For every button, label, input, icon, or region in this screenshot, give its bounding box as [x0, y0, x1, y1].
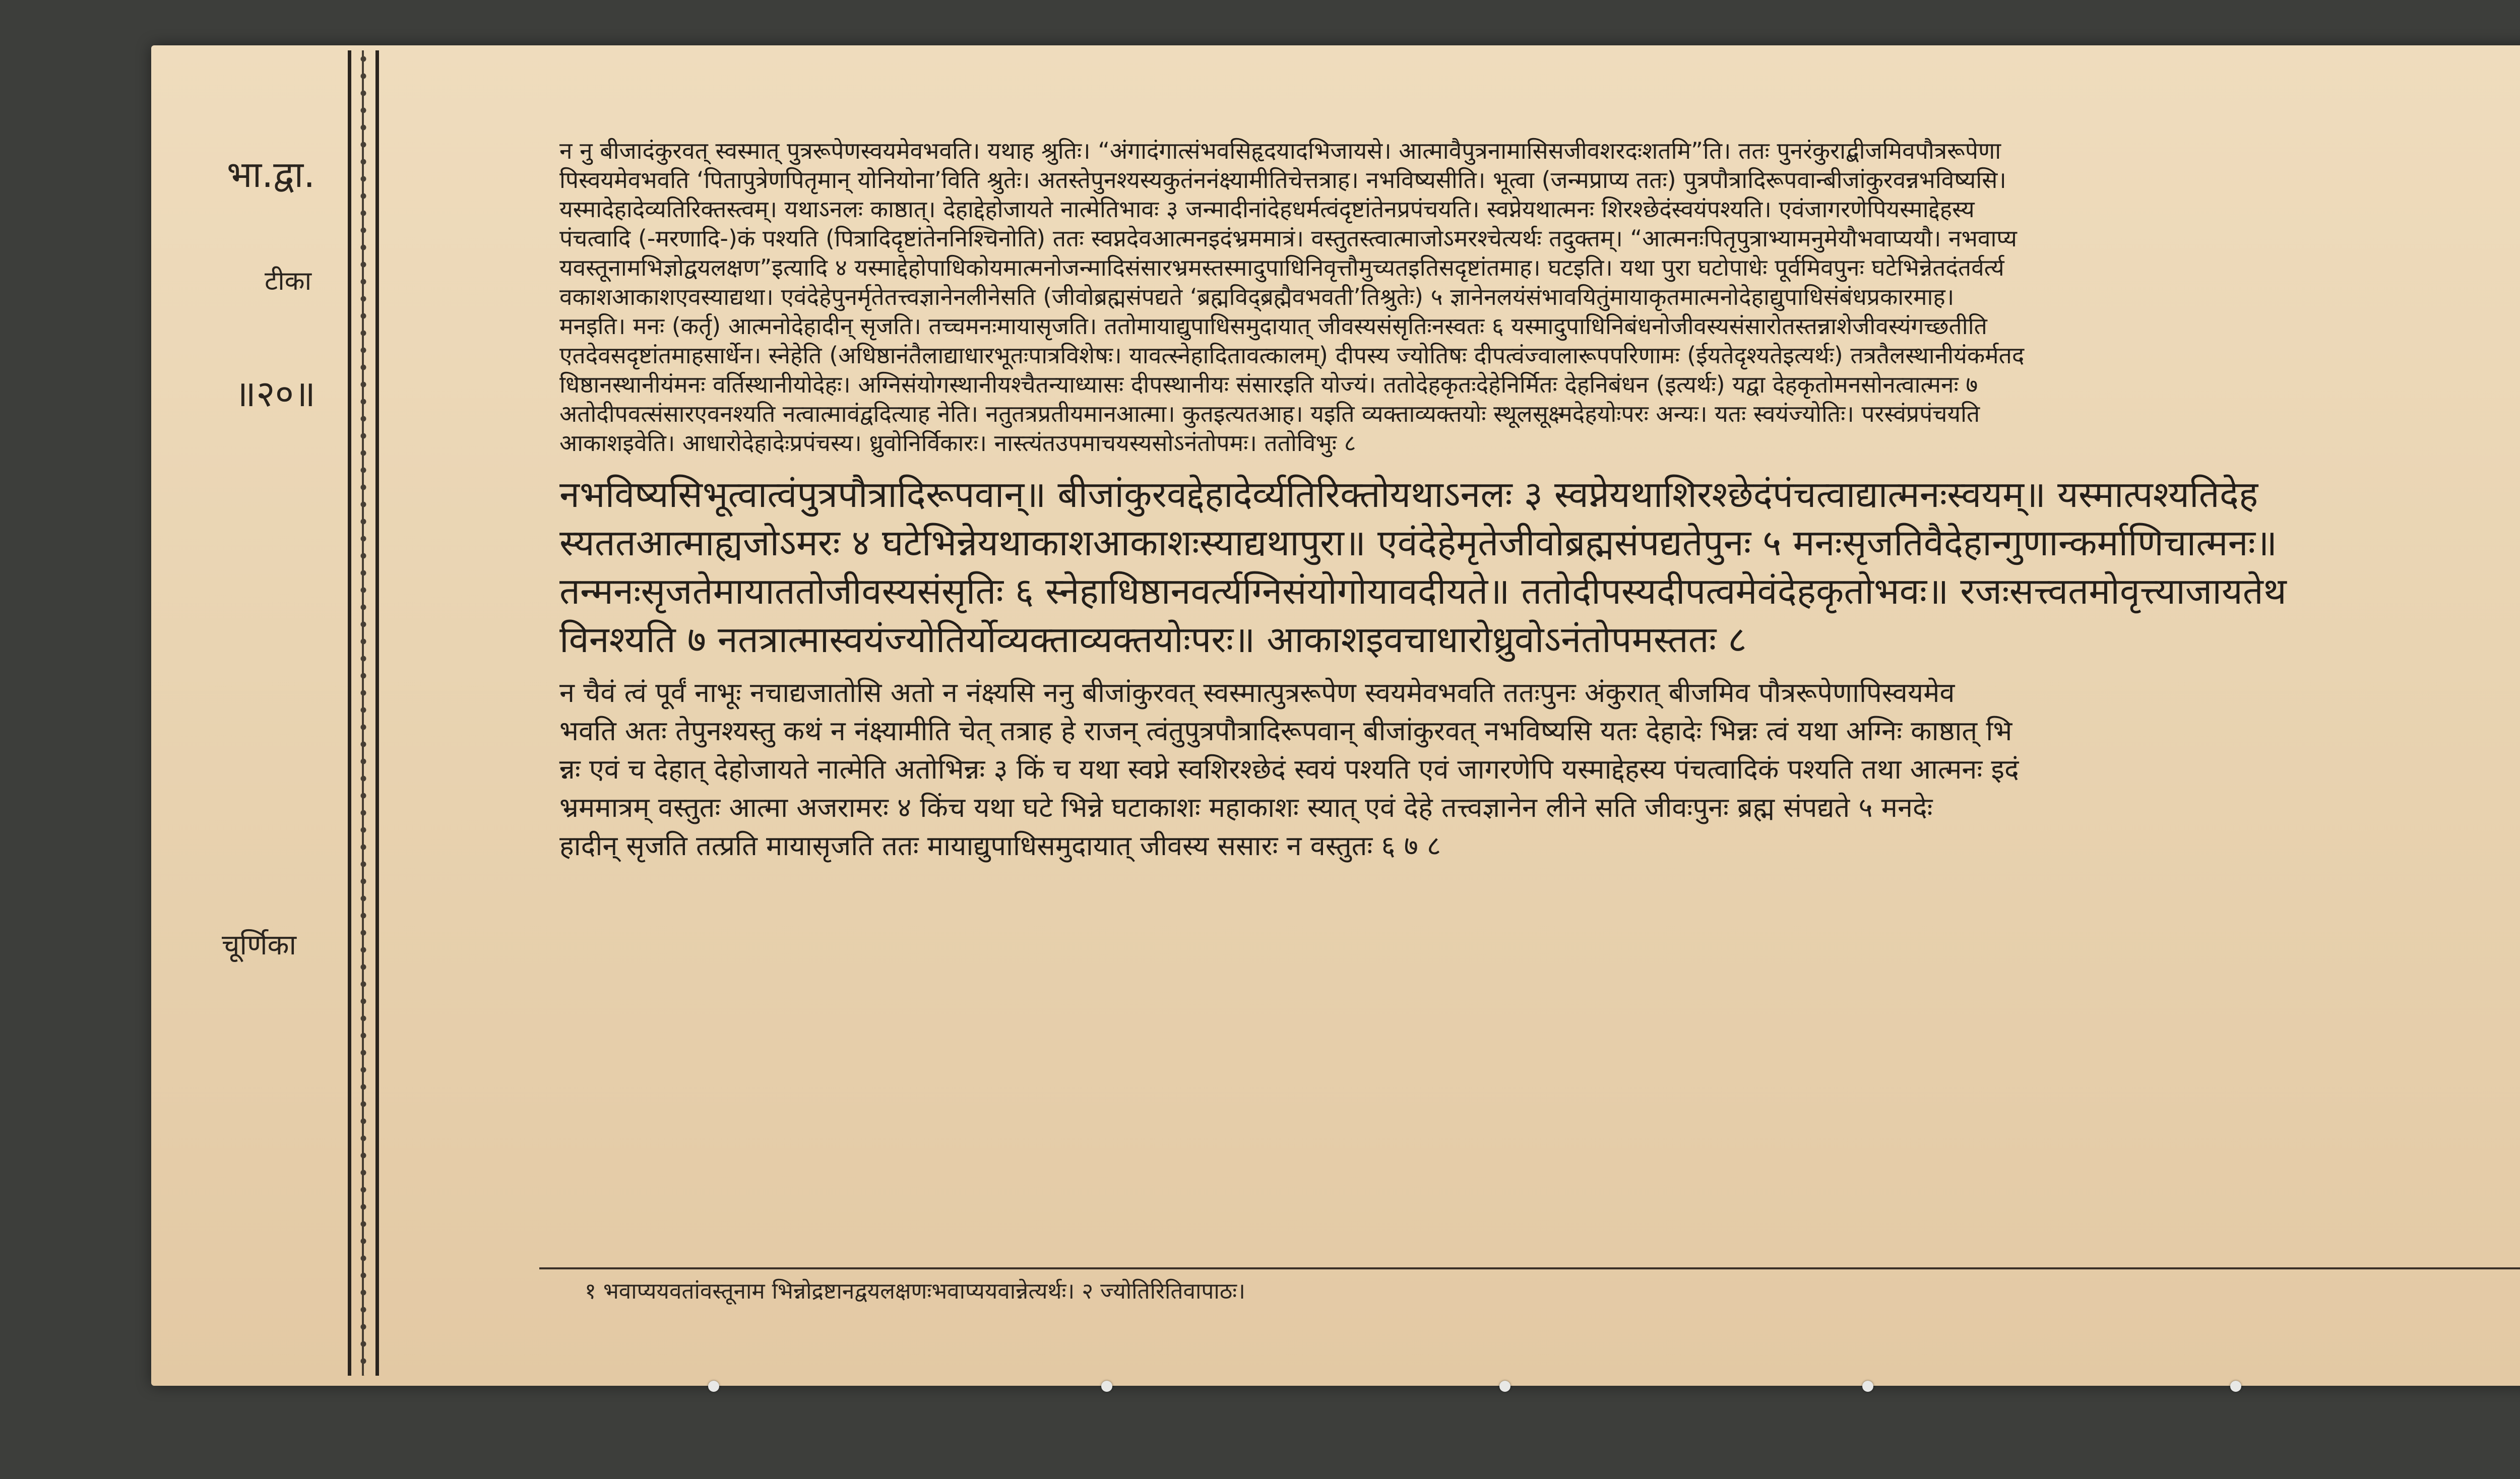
left-margin-churnika: चूर्णिका [222, 929, 297, 961]
verse-line: तन्मनःसृजतेमायाततोजीवस्यसंसृतिः ६ स्नेहाधिष्ठानवर्त्यग्निसंयोगोयावदीयते॥ ततोदीपस्यदीपत्वमेवंदेहकृतोभवः॥ रजःसत्त्वतमोवृत्त्याजायतेथ [559, 570, 2287, 612]
commentary-block [559, 136, 2520, 458]
left-margin-abbr: भा.द्वा. [227, 153, 316, 196]
churnika-line: न चैवं त्वं पूर्वं नाभूः नचाद्यजातोसि अतो न नंक्ष्यसि ननु बीजांकुरवत् स्वस्मात्पुत्ररूपेण स्वयमेवभवति ततःपुनः अंकुरात् बीजमिव पौत्ररूपेणापिस्वयमेव [559, 677, 1955, 709]
churnika-line: भवति अतः तेपुनश्यस्तु कथं न नंक्ष्यामीति चेत् तत्राह हे राजन् त्वंतुपुत्रपौत्रादिरूपवान् बीजांकुरवत् नभविष्यसि यतः देहादेः भिन्नः त्वं यथा अग्निः काष्ठात् भि [559, 715, 2012, 747]
churnika-line: हादीन् सृजति तत्प्रति मायासृजति ततः मायाद्युपाधिसमुदायात् जीवस्य ससारः न वस्तुतः ६ ७ ८ [559, 830, 1441, 862]
commentary-line: पंचत्वादि (-मरणादि-)कं पश्यति (पित्रादिदृष्टांतेननिश्चिनोति) ततः स्वप्नदेवआत्मनइदंभ्रममात्रं। वस्तुतस्त्वात्माजोऽमरश्चेत्यर्थः तदुक्तम्। “आत्मनःपितृपुत्राभ्यामनुमेयौभवाप्ययौ। नभवाप्य [559, 225, 2017, 252]
verse-block [559, 470, 2520, 664]
left-border-band [348, 50, 379, 1376]
commentary-line: मनइति। मनः (कर्तृ) आत्मनोदेहादीन् सृजति। तच्चमनःमायासृजति। ततोमायाद्युपाधिसमुदायात् जीवस्यसंसृतिःनस्वतः ६ यस्मादुपाधिनिबंधनोजीवस्यसंसारोतस्तन्नाशेजीवस्यंगच्छतीति [559, 312, 1987, 340]
mounting-pin [1862, 1381, 1873, 1392]
commentary-line: पिस्वयमेवभवति ‘पितापुत्रेणपितृमान् योनियोना’विति श्रुतेः। अतस्तेपुनश्यस्यकुतंननंक्ष्यामीतिचेत्तत्राह। नभविष्यसीति। भूत्वा (जन्मप्राप्य ततः) पुत्रपौत्रादिरूपवान्बीजांकुरवन्नभविष्यसि। [559, 166, 2006, 194]
commentary-line: यस्मादेहादेव्यतिरिक्तस्त्वम्। यथाऽनलः काष्ठात्। देहाद्देहोजायते नात्मेतिभावः ३ जन्मादीनांदेहधर्मत्वंदृष्टांतेनप्रपंचयति। स्वप्नेयथात्मनः शिरश्छेदंस्वयंपश्यति। एवंजागरणेपियस्माद्देहस्य [559, 196, 1975, 223]
left-margin-tika: टीका [265, 266, 312, 296]
commentary-line: एतदेवसदृष्टांतमाहसार्धेन। स्नेहेति (अधिष्ठानंतैलाद्याधारभूतःपात्रविशेषः। यावत्स्नेहादितावत्कालम्) दीपस्य ज्योतिषः दीपत्वंज्वालारूपपरिणामः (ईयतेदृश्यतेइत्यर्थः) तत्रतैलस्थानीयंकर्मतद [559, 342, 2025, 369]
churnika-line: भ्रममात्रम् वस्तुतः आत्मा अजरामरः ४ किंच यथा घटे भिन्ने घटाकाशः महाकाशः स्यात् एवं देहे तत्त्वज्ञानेन लीने सति जीवःपुनः ब्रह्म संपद्यते ५ मनदेः [559, 792, 1933, 823]
footnote-divider [539, 1267, 2520, 1269]
commentary-line: यवस्तूनामभिज्ञोद्वयलक्षण”इत्यादि ४ यस्माद्देहोपाधिकोयमात्मनोजन्मादिसंसारभ्रमस्तस्मादुपाधिनिवृत्तौमुच्यतइतिसदृष्टांतमाह। घटइति। यथा पुरा घटोपाधेः पूर्वमिवपुनः घटेभिन्नेतदंतर्वर्त्य [559, 254, 2004, 281]
commentary-line: आकाशइवेति। आधारोदेहादेःप्रपंचस्य। ध्रुवोनिर्विकारः। नास्त्यंतउपमाचयस्यसोऽनंतोपमः। ततोविभुः ८ [559, 429, 1356, 457]
mounting-pin [2230, 1381, 2241, 1392]
mounting-pin [1101, 1381, 1112, 1392]
verse-line: नभविष्यसिभूत्वात्वंपुत्रपौत्रादिरूपवान्॥ बीजांकुरवद्देहादेर्व्यतिरिक्तोयथाऽनलः ३ स्वप्नेयथाशिरश्छेदंपंचत्वाद्यात्मनःस्वयम्॥ यस्मात्पश्यतिदेह [559, 473, 2258, 516]
churnika-block [559, 674, 2520, 865]
mounting-pin [1499, 1381, 1510, 1392]
commentary-line: अतोदीपवत्संसारएवनश्यति नत्वात्मावंद्वदित्याह नेति। नतुतत्रप्रतीयमानआत्मा। कुतइत्यतआह। यइति व्यक्ताव्यक्तयोः स्थूलसूक्ष्मदेहयोःपरः अन्यः। यतः स्वयंज्योतिः। परस्वंप्रपंचयति [559, 400, 1980, 427]
verse-line: स्यततआत्माह्यजोऽमरः ४ घटेभिन्नेयथाकाशआकाशःस्याद्यथापुरा॥ एवंदेहेमृतेजीवोब्रह्मसंपद्यतेपुनः ५ मनःसृजतिवैदेहान्गुणान्कर्माणिचात्मनः॥ [559, 522, 2278, 564]
footnotes: १ भवाप्ययवतांवस्तूनाम भिन्नोद्रष्टानद्वयलक्षणःभवाप्ययवान्नेत्यर्थः। २ ज्योतिरितिवापाठः। [585, 1278, 1245, 1304]
churnika-line: न्नः एवं च देहात् देहोजायते नात्मेति अतोभिन्नः ३ किं च यथा स्वप्ने स्वशिरश्छेदं स्वयं पश्यति एवं जागरणेपि यस्माद्देहस्य पंचत्वादिकं पश्यति तथा आत्मनः इदं [559, 753, 2019, 785]
commentary-line: धिष्ठानस्थानीयंमनः वर्तिस्थानीयोदेहः। अग्निसंयोगस्थानीयश्चैतन्याध्यासः दीपस्थानीयः संसारइति योज्यं। ततोदेहकृतःदेहेनिर्मितः देहनिबंधन (इत्यर्थः) यद्वा देहकृतोमनसोनत्वात्मनः ७ [559, 371, 1978, 398]
main-text [559, 136, 2520, 865]
commentary-line: वकाशआकाशएवस्याद्यथा। एवंदेहेपुनर्मृतेतत्त्वज्ञानेनलीनेसति (जीवोब्रह्मसंपद्यते ‘ब्रह्मविद्ब्रह्मैवभवती’तिश्रुतेः) ५ ज्ञानेनलयंसंभावयितुंमायाकृतमात्मनोदेहाद्युपाधिसंबंधप्रकारमाह। [559, 283, 1955, 310]
left-margin-page-mark: ॥२०॥ [234, 372, 316, 415]
mounting-pin [708, 1381, 719, 1392]
commentary-line: न नु बीजादंकुरवत् स्वस्मात् पुत्ररूपेणस्वयमेवभवति। यथाह श्रुतिः। “अंगादंगात्संभवसिहृदयादभिजायसे। आत्मावैपुत्रनामासिसजीवशरदःशतमि”ति। ततः पुनरंकुराद्बीजमिवपौत्ररूपेणा [559, 137, 2001, 164]
manuscript-page [151, 45, 2520, 1386]
verse-line: विनश्यति ७ नतत्रात्मास्वयंज्योतिर्योव्यक्ताव्यक्तयोःपरः॥ आकाशइवचाधारोध्रुवोऽनंतोपमस्ततः ८ [559, 618, 1747, 661]
